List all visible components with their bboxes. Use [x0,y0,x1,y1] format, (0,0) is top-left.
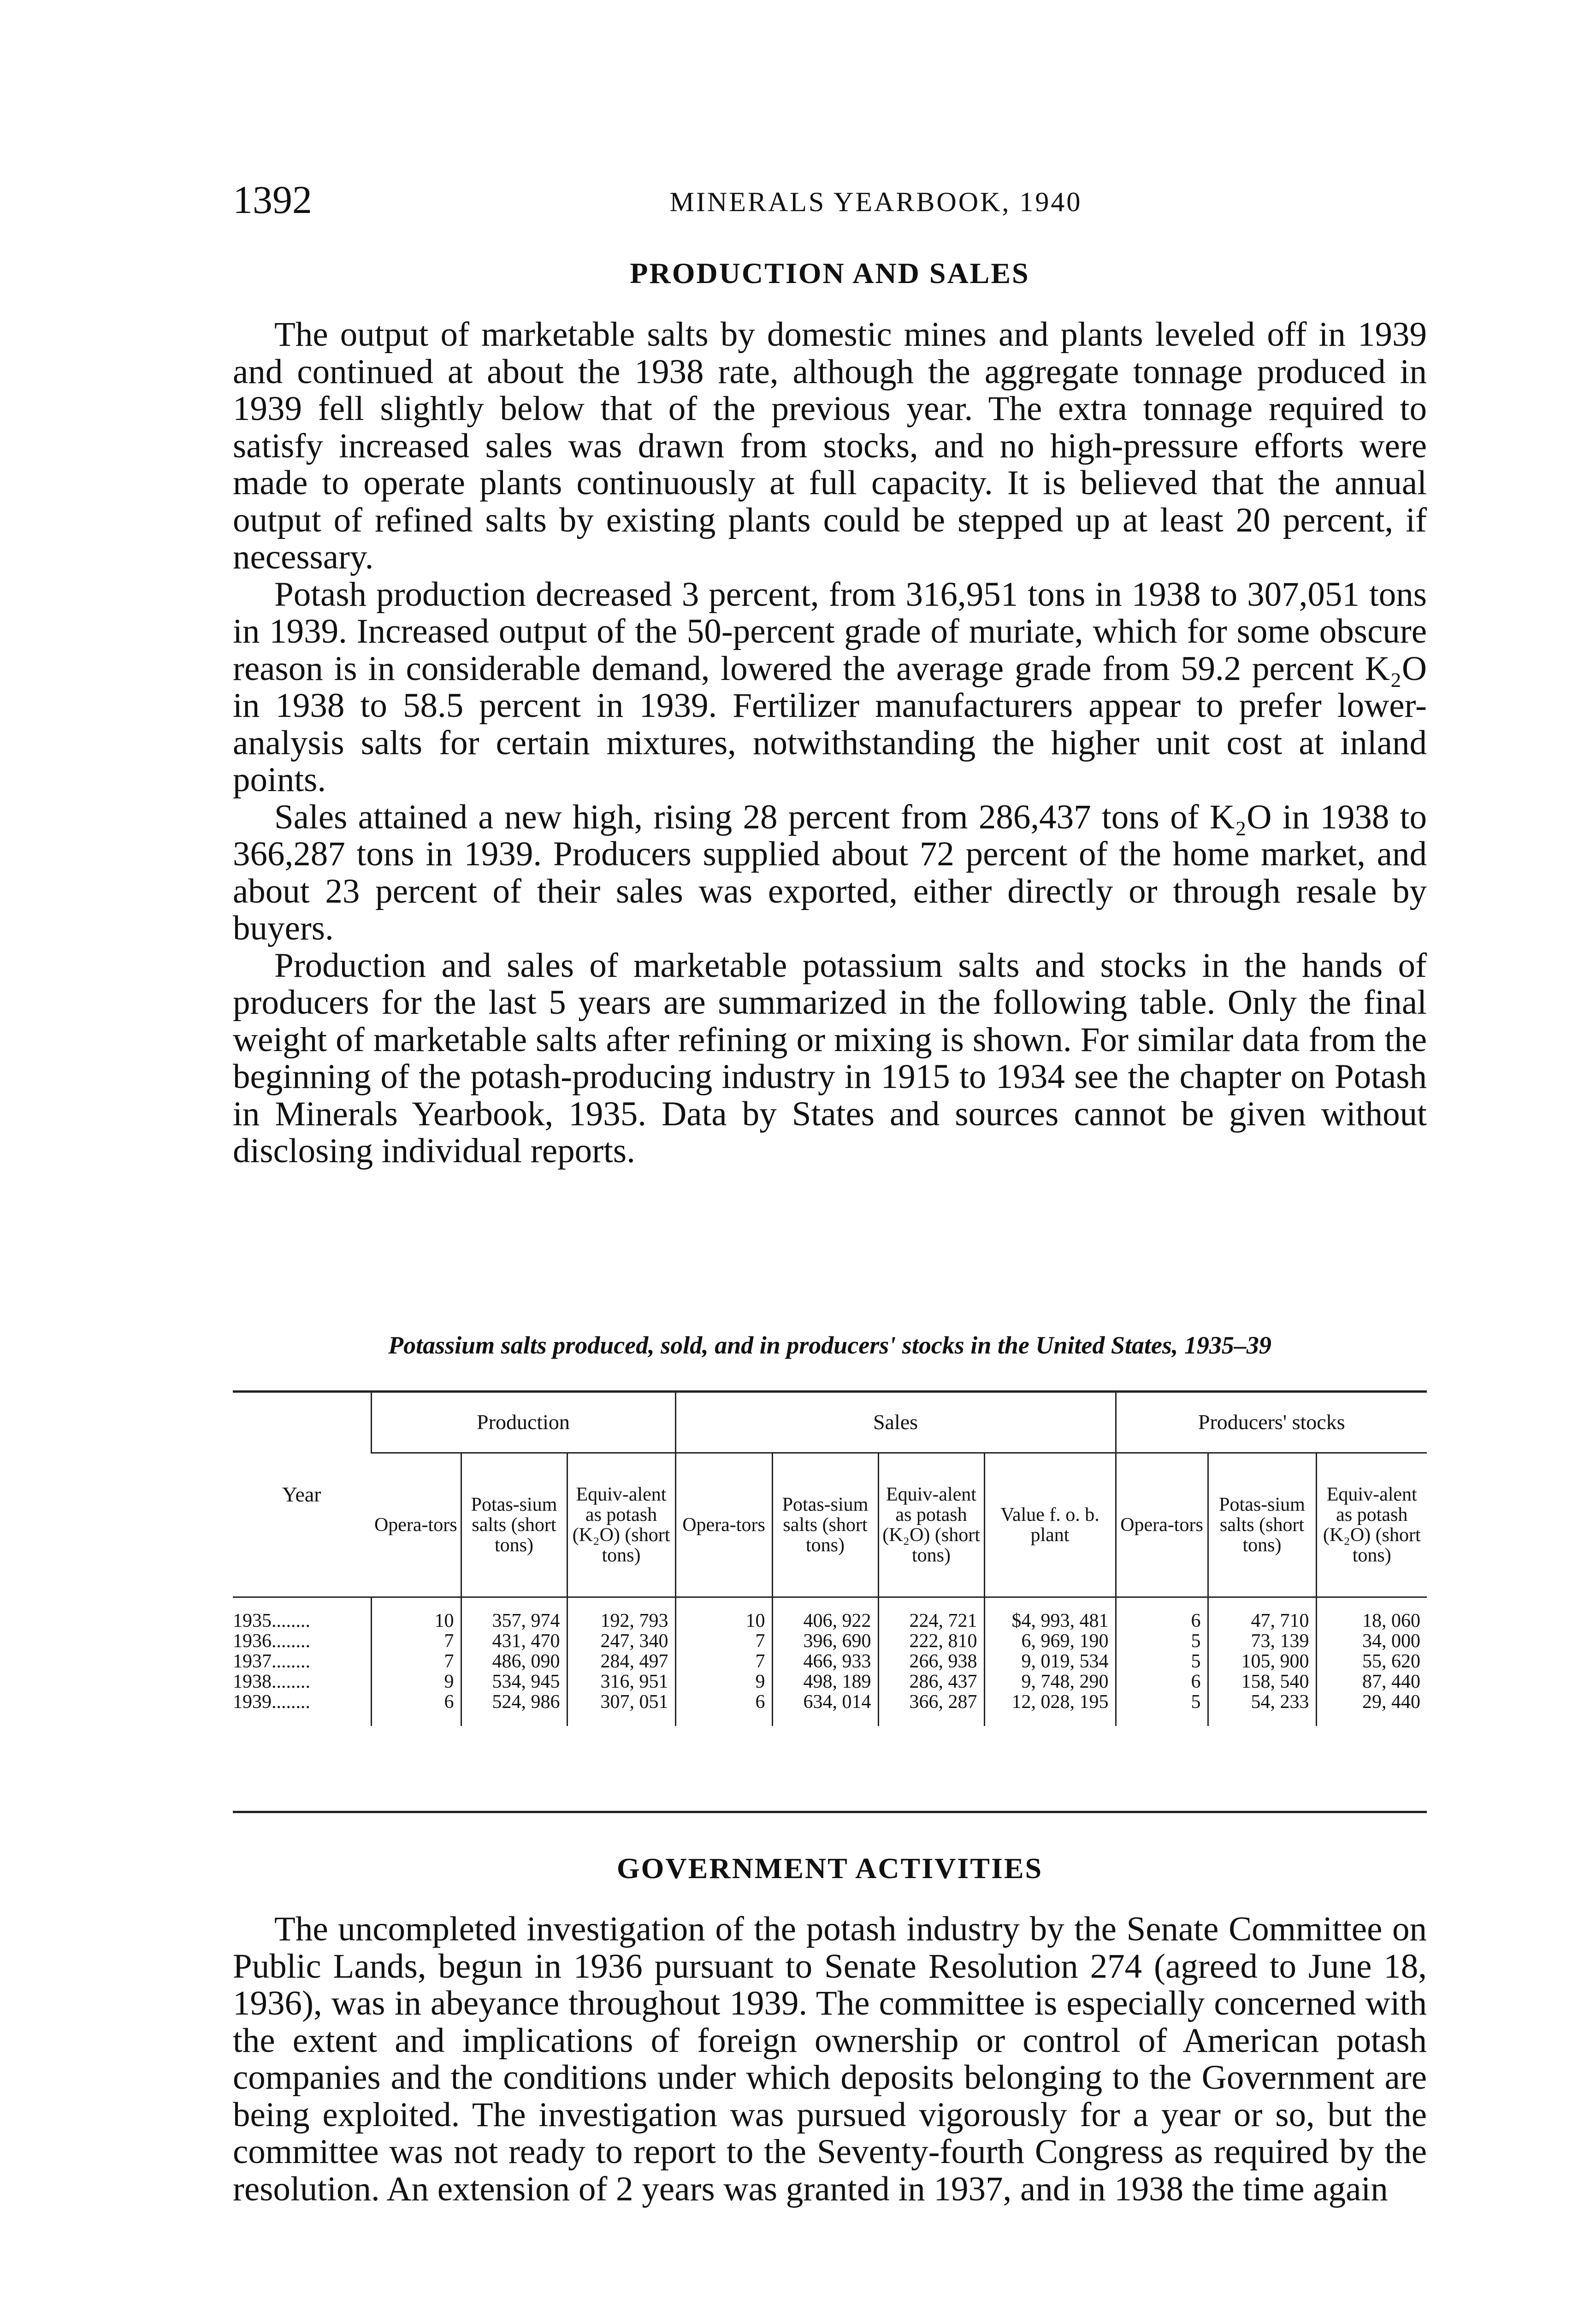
cell: 9 [675,1672,772,1692]
year-cell: 1936........ [233,1631,310,1652]
cell: 6 [1116,1597,1208,1631]
cell: 486, 090 [461,1651,567,1672]
table-row [233,1631,1427,1651]
cell: 87, 440 [1316,1672,1427,1692]
cell: 5 [1116,1631,1208,1651]
cell: 524, 986 [461,1692,567,1726]
year-cell: 1937........ [233,1651,310,1672]
paragraph: The output of marketable salts by domestic mines and plants leveled off in 1939 and continued at about the 1938 rate, although the aggregate tonnage produced in 1939 fell slightly below that of the previous year. The extra tonnage required to satisfy increased sales was drawn from stocks, and no high-pressure efforts were made to operate plants continuously at full capacity. It is believed that the annual output of refined salts by existing plants could be stepped up at least 20 percent, if necessary. [233,315,1427,576]
group-header-production: Production [371,1392,675,1453]
column-header-sales-operators: Opera-tors [675,1453,772,1597]
cell: 6 [1116,1672,1208,1692]
paragraph: Production and sales of marketable potassium salts and stocks in the hands of producers for the last 5 years are summarized in the following table. Only the final weight of marketable salts after refining or mixing is shown. For similar data from the beginning of the potash-producing industry in 1915 to 1934 see the chapter on Potash in Minerals Yearbook, 1935. Data by States and sources cannot be given without disclosing individual reports. [233,946,1427,1170]
government-activities-text [233,1911,1427,2208]
column-header-sales-k2o: Equiv-alent as potash (K₂O) (short tons) [878,1453,984,1597]
cell: 307, 051 [567,1692,675,1726]
cell: 247, 340 [567,1631,675,1651]
production-and-sales-text [233,316,1427,1170]
column-header-production-salts: Potas-sium salts (short tons) [461,1453,567,1597]
year-cell: 1935........ [233,1610,310,1631]
cell: 29, 440 [1316,1692,1427,1726]
paragraph: The uncompleted investigation of the potash industry by the Senate Committee on Public Lands, begun in 1936 pursuant to Senate Resolution 274 (agreed to June 18, 1936), was in abeyance throughout 1939. The committee is especially concerned with the extent and implications of foreign ownership or control of American potash companies and the conditions under which deposits belonging to the Government are being exploited. The investigation was pursued vigorously for a year or so, but the committee was not ready to report to the Seventy-fourth Congress as required by the resolution. An extension of 2 years was granted in 1937, and in 1938 the time again [233,1910,1427,2208]
cell: 12, 028, 195 [984,1692,1116,1726]
cell: $4, 993, 481 [984,1597,1116,1631]
section-heading-production-and-sales: PRODUCTION AND SALES [630,257,1030,290]
cell: 7 [371,1631,461,1651]
cell: 9, 019, 534 [984,1651,1116,1672]
cell: 431, 470 [461,1631,567,1651]
cell: 316, 951 [567,1672,675,1692]
running-title: MINERALS YEARBOOK, 1940 [669,187,1082,217]
group-header-producers-stocks: Producers' stocks [1116,1392,1427,1453]
cell: 54, 233 [1208,1692,1316,1726]
running-head [233,174,1427,225]
column-header-stocks-operators: Opera-tors [1116,1453,1208,1597]
column-header-production-operators: Opera-tors [371,1453,461,1597]
cell: 6, 969, 190 [984,1631,1116,1651]
cell: 55, 620 [1316,1651,1427,1672]
cell: 406, 922 [772,1597,878,1631]
cell: 266, 938 [878,1651,984,1672]
cell: 9, 748, 290 [984,1672,1116,1692]
column-header-sales-value: Value f. o. b. plant [984,1453,1116,1597]
cell: 534, 945 [461,1672,567,1692]
cell: 286, 437 [878,1672,984,1692]
cell: 73, 139 [1208,1631,1316,1651]
table-row [233,1651,1427,1672]
cell: 105, 900 [1208,1651,1316,1672]
table-row [233,1597,1427,1631]
table-caption: Potassium salts produced, sold, and in producers' stocks in the United States, 1935–39 [388,1331,1271,1359]
column-header-production-k2o: Equiv-alent as potash (K₂O) (short tons) [567,1453,675,1597]
cell: 366, 287 [878,1692,984,1726]
cell: 634, 014 [772,1692,878,1726]
section-heading-government-activities: GOVERNMENT ACTIVITIES [616,1852,1043,1885]
year-cell: 1938........ [233,1671,310,1692]
cell: 466, 933 [772,1651,878,1672]
cell: 498, 189 [772,1672,878,1692]
table-row [233,1692,1427,1726]
cell: 10 [675,1597,772,1631]
cell: 158, 540 [1208,1672,1316,1692]
cell: 222, 810 [878,1631,984,1651]
cell: 10 [371,1597,461,1631]
paragraph: Sales attained a new high, rising 28 percent from 286,437 tons of K₂O in 1938 to 366,287 tons in 1939. Producers supplied about 72 percent of the home market, and about 23 percent of their sales was exported, either directly or through resale by buyers. [233,798,1427,947]
cell: 6 [371,1692,461,1726]
column-header-year: Year [233,1392,371,1597]
cell: 5 [1116,1692,1208,1726]
potassium-salts-table [233,1392,1427,1726]
cell: 7 [371,1651,461,1672]
year-cell: 1939........ [233,1691,310,1713]
page-number: 1392 [233,177,312,222]
column-header-stocks-salts: Potas-sium salts (short tons) [1208,1453,1316,1597]
cell: 396, 690 [772,1631,878,1651]
cell: 7 [675,1651,772,1672]
column-header-sales-salts: Potas-sium salts (short tons) [772,1453,878,1597]
table-bottom-rule [233,1811,1427,1813]
cell: 6 [675,1692,772,1726]
cell: 5 [1116,1651,1208,1672]
cell: 9 [371,1672,461,1692]
cell: 34, 000 [1316,1631,1427,1651]
group-header-sales: Sales [675,1392,1116,1453]
cell: 192, 793 [567,1597,675,1631]
cell: 47, 710 [1208,1597,1316,1631]
cell: 284, 497 [567,1651,675,1672]
cell: 18, 060 [1316,1597,1427,1631]
table-row [233,1672,1427,1692]
cell: 224, 721 [878,1597,984,1631]
paragraph: Potash production decreased 3 percent, from 316,951 tons in 1938 to 307,051 tons in 1939. Increased output of the 50-percent grade of muriate, which for some obscure reason is in considerable demand, lowered the average grade from 59.2 percent K₂O in 1938 to 58.5 percent in 1939. Fertilizer manufacturers appear to prefer lower-analysis salts for certain mixtures, notwithstanding the higher unit cost at inland points. [233,575,1427,799]
cell: 7 [675,1631,772,1651]
cell: 357, 974 [461,1597,567,1631]
column-header-stocks-k2o: Equiv-alent as potash (K₂O) (short tons) [1316,1453,1427,1597]
